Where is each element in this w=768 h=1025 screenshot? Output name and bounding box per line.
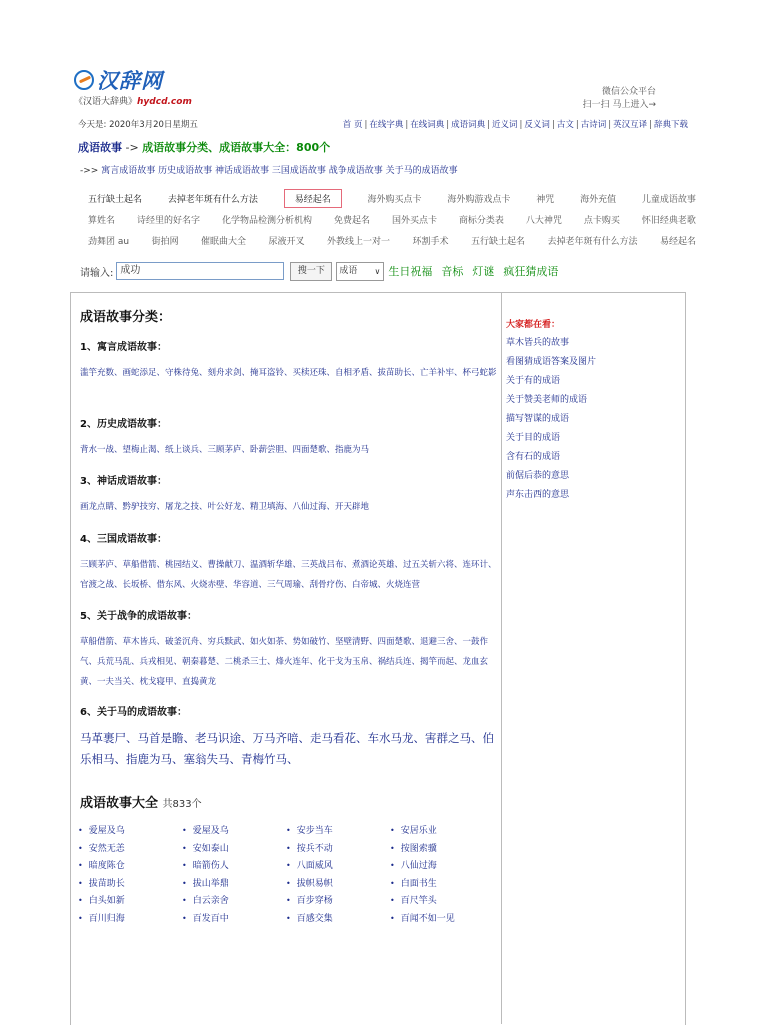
section-links[interactable]: 背水一战、望梅止渴、纸上谈兵、三顾茅庐、卧薪尝胆、四面楚歌、指鹿为马: [80, 445, 370, 455]
idiom-item[interactable]: [286, 892, 390, 910]
idiom-link[interactable]: 安居乐业: [400, 826, 437, 836]
hot-link[interactable]: 去掉老年斑有什么方法: [547, 237, 638, 247]
hot-link[interactable]: 五行缺土起名: [470, 237, 525, 247]
category-link[interactable]: 三国成语故事: [271, 166, 326, 176]
idiom-item[interactable]: [390, 892, 494, 910]
idiom-link[interactable]: 百闻不如一见: [400, 913, 455, 924]
section-links[interactable]: 草船借箭、草木皆兵、破釜沉舟、穷兵黩武、如火如荼、势如破竹、坚壁清野、四面楚歌、退避三舍、一鼓作气、兵荒马乱、兵戎相见、朝秦暮楚、二桃杀三士、烽火连年、化干戈为玉帛、祸结兵连、揭竿而起、龙血玄黄、一夫当关、枕戈寝甲、直捣黄龙: [80, 637, 489, 687]
bullet-icon: •: [182, 826, 187, 835]
bullet-icon: •: [390, 826, 395, 835]
hot-link[interactable]: 催眠曲大全: [201, 237, 247, 247]
nav-separator: |: [649, 120, 652, 130]
bullet-icon: •: [78, 861, 83, 870]
idiom-link[interactable]: 爱屋及乌: [192, 826, 229, 836]
idiom-link[interactable]: 暗度陈仓: [88, 861, 125, 871]
idiom-item[interactable]: [286, 822, 390, 840]
breadcrumb-home[interactable]: 成语故事: [78, 141, 122, 154]
idiom-link[interactable]: 拔帜易帜: [296, 878, 333, 889]
bullet-icon: •: [78, 896, 83, 905]
hot-link[interactable]: 商标分类表: [458, 216, 504, 226]
nav-separator: |: [575, 120, 579, 130]
section-links[interactable]: 马革裹尸、马首是瞻、老马识途、万马齐喑、走马看花、车水马龙、害群之马、伯乐相马、指鹿为马、塞翁失马、青梅竹马、: [80, 731, 494, 766]
site-logo[interactable]: [74, 68, 192, 110]
idiom-item[interactable]: [182, 892, 286, 910]
sidebar-heading: 大家都在看：: [506, 320, 561, 330]
idiom-link[interactable]: 八仙过海: [400, 861, 437, 871]
hot-link[interactable]: 国外买点卡: [391, 216, 437, 226]
section-title: 6、关于马的成语故事：: [80, 707, 187, 718]
idiom-link[interactable]: 安如泰山: [192, 843, 229, 854]
hot-link[interactable]: 环割手术: [412, 237, 449, 247]
top-nav-link[interactable]: 古文: [556, 120, 574, 130]
idiom-item[interactable]: [286, 857, 390, 875]
bullet-icon: •: [182, 861, 187, 870]
idiom-link[interactable]: 百尺竿头: [400, 896, 437, 906]
hot-link[interactable]: 儿童成语故事: [641, 195, 696, 205]
idiom-item[interactable]: [182, 840, 286, 858]
nav-separator: |: [608, 120, 612, 130]
quick-links: [388, 263, 567, 279]
bullet-icon: •: [182, 878, 187, 888]
hot-link[interactable]: 八大神咒: [525, 216, 562, 226]
top-nav: [343, 118, 688, 130]
idiom-link[interactable]: 百发百中: [192, 913, 229, 924]
category-link[interactable]: 关于马的成语故事: [385, 166, 458, 176]
bullet-icon: •: [286, 843, 291, 853]
sidebar-link[interactable]: 关于目的成语: [506, 433, 561, 443]
category-link[interactable]: 历史成语故事: [158, 166, 213, 176]
hot-link[interactable]: 化学物品检测分析机构: [221, 216, 312, 226]
top-nav-link[interactable]: 英汉互译: [613, 120, 648, 130]
search-label: 请输入:: [80, 267, 114, 279]
sidebar-link[interactable]: 关于有的成语: [506, 376, 561, 386]
hot-link[interactable]: 五行缺土起名: [88, 195, 143, 205]
idiom-item[interactable]: [78, 875, 182, 893]
top-nav-link[interactable]: 在线字典: [369, 120, 404, 130]
sidebar-link[interactable]: 草木皆兵的故事: [506, 338, 570, 348]
idiom-item[interactable]: [390, 875, 494, 893]
daquan-count: 共833个: [162, 799, 202, 810]
nav-separator: |: [487, 120, 491, 130]
search-type-select[interactable]: 成语 ∨: [336, 262, 384, 281]
bullet-icon: •: [390, 913, 395, 923]
section-title: 3、神话成语故事：: [80, 476, 167, 487]
search-button[interactable]: 搜一下: [290, 262, 332, 281]
daquan-heading: 成语故事大全 共833个: [80, 796, 202, 811]
globe-icon: [74, 70, 94, 90]
hot-link[interactable]: 劲舞团 au: [88, 237, 130, 247]
nav-separator: |: [405, 120, 409, 130]
bullet-icon: •: [78, 913, 83, 923]
idiom-item[interactable]: [390, 822, 494, 840]
top-nav-link[interactable]: 首 页: [342, 120, 363, 130]
section-links[interactable]: 画龙点睛、黔驴技穷、屠龙之技、叶公好龙、精卫填海、八仙过海、开天辟地: [80, 502, 370, 512]
category-link[interactable]: 战争成语故事: [328, 166, 383, 176]
category-link[interactable]: 神话成语故事: [215, 166, 270, 176]
section-horse: [80, 703, 498, 770]
nav-separator: |: [364, 120, 368, 130]
hot-link[interactable]: 海外购游戏点卡: [447, 195, 511, 205]
idiom-item[interactable]: [286, 840, 390, 858]
idiom-link[interactable]: 暗箭伤人: [192, 861, 229, 871]
section-war: [80, 607, 498, 692]
top-nav-link[interactable]: 反义词: [524, 120, 550, 130]
idiom-item[interactable]: [78, 892, 182, 910]
bullet-icon: •: [390, 861, 395, 870]
section-title: 5、关于战争的成语故事：: [80, 611, 197, 622]
bullet-icon: •: [390, 878, 395, 888]
quick-link[interactable]: 灯谜: [472, 265, 495, 278]
bullet-icon: •: [182, 896, 187, 905]
idiom-link[interactable]: 白云亲舍: [192, 896, 229, 906]
date-text: 今天是: 2020年3月20日星期五: [78, 120, 198, 130]
idiom-link[interactable]: 按兵不动: [296, 843, 333, 854]
idiom-item[interactable]: [390, 840, 494, 858]
bullet-icon: •: [286, 896, 291, 905]
hot-link[interactable]: 诗经里的好名字: [136, 216, 200, 226]
section-title: 1、寓言成语故事：: [80, 342, 167, 353]
quick-link[interactable]: 音标: [441, 265, 464, 278]
quick-link[interactable]: 疯狂猜成语: [503, 265, 559, 278]
hot-link[interactable]: 算姓名: [88, 216, 116, 226]
hot-link[interactable]: 街拍网: [151, 237, 179, 247]
sidebar-link[interactable]: 看图猜成语答案及图片: [506, 357, 597, 367]
idiom-item[interactable]: [78, 840, 182, 858]
bullet-icon: •: [78, 826, 83, 835]
hot-link[interactable]: 易经起名: [659, 237, 696, 247]
idiom-item[interactable]: [182, 910, 286, 928]
main-content: [80, 306, 498, 325]
idiom-link[interactable]: 爱屋及乌: [88, 826, 125, 836]
idiom-link[interactable]: 白头如新: [88, 896, 125, 906]
idiom-link[interactable]: 拔山举鼎: [192, 878, 229, 889]
sidebar-link[interactable]: 前倨后恭的意思: [506, 471, 570, 481]
hot-link[interactable]: 点卡购买: [583, 216, 620, 226]
idiom-grid: [78, 822, 498, 927]
top-nav-link[interactable]: 在线词典: [410, 120, 445, 130]
bullet-icon: •: [390, 896, 395, 905]
idiom-item[interactable]: [286, 910, 390, 928]
bullet-icon: •: [286, 826, 291, 835]
nav-separator: |: [551, 120, 555, 130]
hot-link[interactable]: 尿液开叉: [268, 237, 305, 247]
logo-name: 汉辞网: [97, 69, 163, 93]
idiom-link[interactable]: 安然无恙: [88, 843, 125, 854]
idiom-link[interactable]: 安步当车: [296, 826, 333, 836]
section-title: 2、历史成语故事：: [80, 419, 167, 430]
bullet-icon: •: [286, 878, 291, 888]
bullet-icon: •: [78, 843, 83, 853]
idiom-item[interactable]: [78, 822, 182, 840]
idiom-item[interactable]: [78, 857, 182, 875]
breadcrumb-current: 成语故事分类、成语故事大全：800个: [142, 141, 331, 154]
breadcrumb: 成语故事 -> 成语故事分类、成语故事大全：800个: [78, 141, 331, 154]
sidebar-link[interactable]: 描写智谋的成语: [506, 414, 570, 424]
search-bar: [80, 261, 567, 281]
idiom-link[interactable]: 百川归海: [88, 913, 125, 924]
sidebar-link[interactable]: 关于赞美老师的成语: [506, 395, 588, 405]
column-divider: [501, 292, 502, 1024]
top-nav-link[interactable]: 成语词典: [451, 120, 486, 130]
bullet-icon: •: [286, 861, 291, 870]
hot-link[interactable]: 免费起名: [333, 216, 370, 226]
category-links: [80, 163, 458, 176]
top-nav-link[interactable]: 近义词: [492, 120, 518, 130]
section-links[interactable]: 三顾茅庐、草船借箭、桃园结义、曹操献刀、温酒斩华雄、三英战吕布、煮酒论英雄、过五关斩六将、连环计、官渡之战、长坂桥、借东风、火烧赤壁、华容道、三气周瑜、刮骨疗伤、白帝城、火烧连营: [80, 560, 497, 590]
hot-links: [88, 188, 696, 251]
sidebar: [506, 316, 676, 505]
wechat-promo[interactable]: 微信公众平台 扫一扫 马上进入→: [582, 87, 656, 110]
idiom-link[interactable]: 按图索骥: [400, 843, 437, 854]
idiom-item[interactable]: [78, 910, 182, 928]
category-link[interactable]: 寓言成语故事: [101, 166, 156, 176]
idiom-item[interactable]: [182, 822, 286, 840]
idiom-link[interactable]: 八面威风: [296, 861, 333, 871]
idiom-link[interactable]: 百步穿杨: [296, 896, 333, 906]
section-fable: [80, 338, 498, 383]
hot-link[interactable]: 海外购买点卡: [367, 195, 422, 205]
quick-link[interactable]: 生日祝福: [388, 265, 433, 278]
section-three-kingdoms: [80, 530, 498, 595]
bullet-icon: •: [182, 913, 187, 923]
idiom-link[interactable]: 百感交集: [296, 913, 333, 924]
page-title: 成语故事分类：: [80, 310, 172, 325]
logo-subtitle: 《汉语大辞典》hydcd.com: [74, 97, 192, 107]
sidebar-link[interactable]: 含有石的成语: [506, 452, 561, 462]
section-history: [80, 415, 498, 460]
idiom-item[interactable]: [286, 875, 390, 893]
section-links[interactable]: 滥竽充数、画蛇添足、守株待兔、刻舟求剑、掩耳盗铃、买椟还珠、自相矛盾、拔苗助长、亡羊补牢、杯弓蛇影: [80, 368, 497, 378]
search-input[interactable]: 成功: [116, 262, 284, 280]
hot-link[interactable]: 去掉老年斑有什么方法: [167, 195, 258, 205]
bullet-icon: •: [78, 878, 83, 888]
idiom-item[interactable]: [390, 910, 494, 928]
idiom-link[interactable]: 拔苗助长: [88, 878, 125, 889]
nav-separator: |: [519, 120, 523, 130]
chevron-down-icon: ∨: [374, 266, 381, 276]
idiom-item[interactable]: [182, 875, 286, 893]
hot-link[interactable]: 海外充值: [580, 195, 617, 205]
idiom-item[interactable]: [390, 857, 494, 875]
sidebar-link[interactable]: 声东击西的意思: [506, 490, 570, 500]
bullet-icon: •: [390, 843, 395, 853]
section-title: 4、三国成语故事：: [80, 534, 167, 545]
nav-separator: |: [446, 120, 450, 130]
section-myth: [80, 472, 498, 517]
hot-link[interactable]: 怀旧经典老歌: [641, 216, 696, 226]
hot-link[interactable]: 外教线上一对一: [327, 237, 391, 247]
idiom-item[interactable]: [182, 857, 286, 875]
bullet-icon: •: [286, 913, 291, 923]
category-prefix: ->>: [80, 166, 99, 176]
top-nav-link[interactable]: 辞典下载: [653, 120, 688, 130]
hot-link[interactable]: 易经起名: [284, 189, 342, 208]
top-nav-link[interactable]: 古诗词: [580, 120, 607, 130]
bullet-icon: •: [182, 843, 187, 853]
hot-link[interactable]: 神咒: [536, 195, 555, 205]
idiom-link[interactable]: 白面书生: [400, 878, 437, 889]
